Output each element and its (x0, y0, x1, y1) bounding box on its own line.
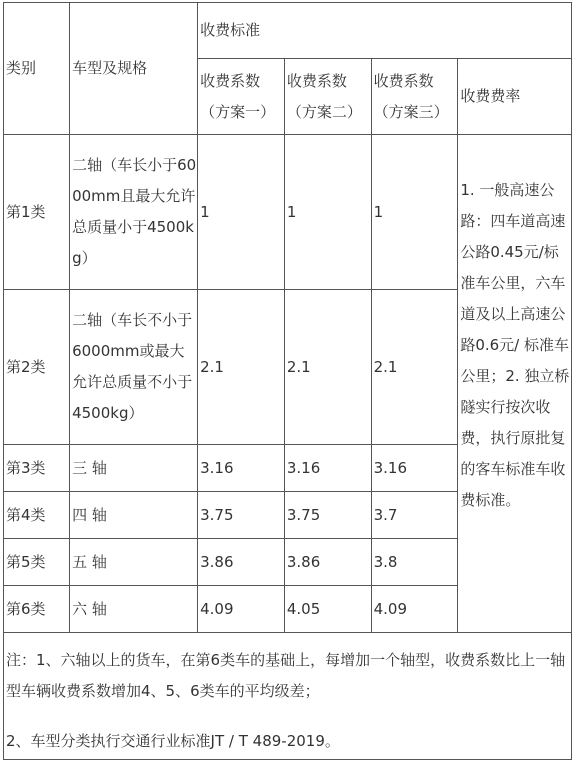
row-model: 五 轴 (70, 539, 198, 586)
notes-cell (4, 633, 572, 760)
rate-description: 1. 一般高速公路：四车道高速公路0.45元/标准车公里，六车道及以上高速公路0.6元/ 标准车公里；2. 独立桥隧实行按次收费，执行原批复的客车标准车收费标准。 (458, 135, 572, 633)
notes-row (4, 633, 572, 760)
toll-fee-table (3, 2, 572, 760)
row-category: 第4类 (4, 492, 70, 539)
row-plan2: 3.16 (284, 445, 371, 492)
row-model: 三 轴 (70, 445, 198, 492)
row-plan1: 4.09 (198, 586, 285, 633)
row-model: 六 轴 (70, 586, 198, 633)
table-row (4, 135, 572, 290)
row-plan3: 3.8 (371, 539, 458, 586)
row-category: 第2类 (4, 290, 70, 445)
row-model: 四 轴 (70, 492, 198, 539)
header-row-1 (4, 3, 572, 59)
header-rate: 收费费率 (458, 59, 572, 135)
row-plan3: 2.1 (371, 290, 458, 445)
row-plan2: 3.86 (284, 539, 371, 586)
header-plan3: 收费系数（方案三） (371, 59, 458, 135)
row-model: 二轴（车长小于6000mm且最大允许总质量小于4500kg） (70, 135, 198, 290)
note-2: 2、车型分类执行交通行业标准JT / T 489-2019。 (6, 732, 340, 750)
header-model: 车型及规格 (70, 3, 198, 135)
row-plan2: 4.05 (284, 586, 371, 633)
row-plan1: 1 (198, 135, 285, 290)
row-category: 第6类 (4, 586, 70, 633)
row-plan1: 2.1 (198, 290, 285, 445)
row-plan2: 1 (284, 135, 371, 290)
row-plan3: 1 (371, 135, 458, 290)
note-1: 注：1、六轴以上的货车，在第6类车的基础上，每增加一个轴型，收费系数比上一轴型车辆收费系数增加4、5、6类车的平均级差； (6, 651, 566, 700)
row-plan2: 2.1 (284, 290, 371, 445)
header-plan1: 收费系数（方案一） (198, 59, 285, 135)
row-category: 第5类 (4, 539, 70, 586)
row-model: 二轴（车长不小于6000mm或最大允许总质量不小于4500kg） (70, 290, 198, 445)
row-plan2: 3.75 (284, 492, 371, 539)
row-plan3: 3.16 (371, 445, 458, 492)
row-category: 第3类 (4, 445, 70, 492)
row-plan1: 3.16 (198, 445, 285, 492)
row-plan3: 3.7 (371, 492, 458, 539)
header-standard: 收费标准 (198, 3, 572, 59)
header-category: 类别 (4, 3, 70, 135)
row-category: 第1类 (4, 135, 70, 290)
row-plan3: 4.09 (371, 586, 458, 633)
row-plan1: 3.86 (198, 539, 285, 586)
header-plan2: 收费系数（方案二） (284, 59, 371, 135)
row-plan1: 3.75 (198, 492, 285, 539)
